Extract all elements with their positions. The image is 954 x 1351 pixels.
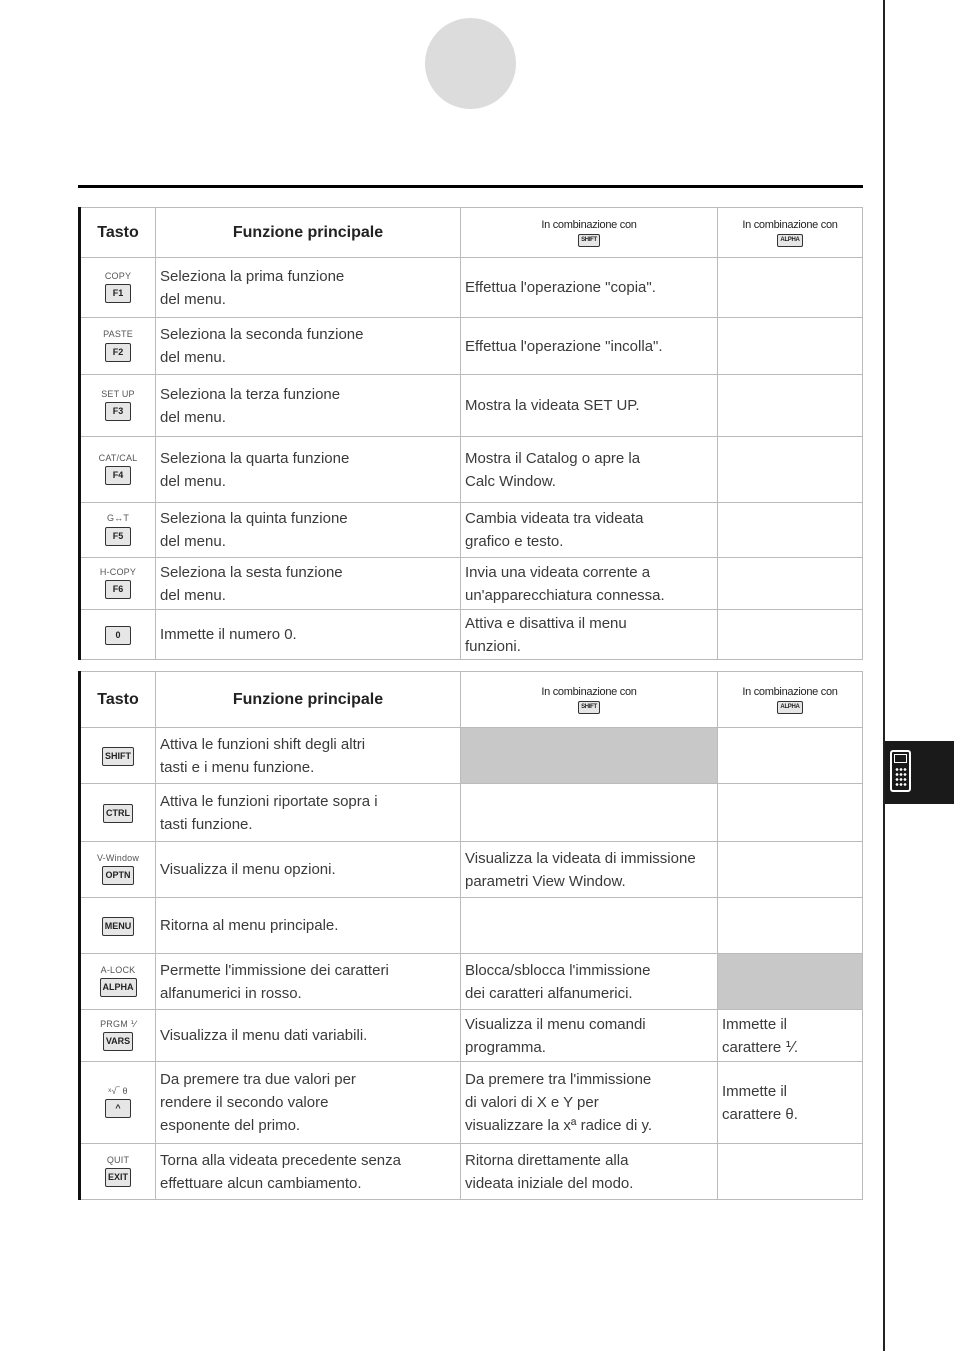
header-alpha-combo: In combinazione con ALPHA: [718, 208, 863, 258]
key-cell: [80, 558, 156, 610]
shift-combo-cell: Invia una videata corrente a un'apparecchiatura connessa.: [461, 558, 718, 610]
alpha-combo-cell: [718, 898, 863, 954]
shift-combo-cell: [461, 898, 718, 954]
key-cap-icon: F1: [105, 284, 131, 303]
function-cell: Seleziona la sesta funzione del menu.: [156, 558, 461, 610]
table-header-row: [80, 672, 863, 728]
table-row: [80, 1010, 863, 1062]
alpha-combo-cell: [718, 258, 863, 318]
alpha-combo-cell: [718, 318, 863, 375]
key-cap-icon: EXIT: [105, 1168, 131, 1187]
header-shift-combo: In combinazione con SHIFT: [461, 208, 718, 258]
shift-label: QUIT: [106, 1154, 130, 1165]
function-cell: Visualizza il menu dati variabili.: [156, 1010, 461, 1062]
table-row: [80, 898, 863, 954]
table-row: [80, 558, 863, 610]
table-row: [80, 728, 863, 784]
alpha-combo-cell: [718, 842, 863, 898]
table-row: [80, 437, 863, 503]
key-cap-icon: F2: [105, 343, 131, 362]
calculator-icon: [890, 750, 911, 792]
key-cap-icon: 0: [105, 626, 131, 645]
key-cell: [80, 784, 156, 842]
key-cell: [80, 898, 156, 954]
table-row: [80, 1062, 863, 1144]
key-cap-icon: F6: [105, 580, 131, 599]
shift-key-icon: SHIFT: [578, 701, 600, 714]
shift-label: A-LOCK: [100, 964, 136, 975]
key-cap-icon: ALPHA: [100, 978, 137, 997]
shift-combo-cell: Mostra la videata SET UP.: [461, 375, 718, 437]
key-function-table-1: [78, 207, 863, 660]
margin-rule: [883, 0, 885, 1351]
key-cell: [80, 1144, 156, 1200]
shift-label: CAT/CAL: [98, 452, 138, 463]
shift-label: H-COPY: [99, 566, 137, 577]
alpha-key-icon: ALPHA: [777, 701, 802, 714]
shift-combo-cell: Attiva e disattiva il menu funzioni.: [461, 610, 718, 660]
header-key: Tasto: [80, 672, 156, 728]
table-row: [80, 954, 863, 1010]
key-cell: [80, 610, 156, 660]
shift-combo-cell: Visualizza la videata di immissione parametri View Window.: [461, 842, 718, 898]
shift-combo-cell: Effettua l'operazione "copia".: [461, 258, 718, 318]
header-rule: [78, 185, 863, 188]
shift-label: G↔T: [106, 513, 130, 523]
table-row: [80, 784, 863, 842]
function-cell: Ritorna al menu principale.: [156, 898, 461, 954]
shift-combo-cell: [461, 728, 718, 784]
key-function-table-2: [78, 671, 863, 1200]
shift-label: PRGM ⅟: [100, 1018, 136, 1029]
key-cap-icon: F3: [105, 402, 131, 421]
shift-label: ˣ√‾ θ: [108, 1085, 128, 1096]
alpha-combo-cell: [718, 503, 863, 558]
shift-label: SET UP: [101, 388, 135, 399]
table-header-row: [80, 208, 863, 258]
function-cell: Seleziona la quarta funzione del menu.: [156, 437, 461, 503]
header-shift-combo: In combinazione con SHIFT: [461, 672, 718, 728]
table-row: [80, 503, 863, 558]
alpha-combo-cell: [718, 728, 863, 784]
alpha-combo-cell: [718, 1144, 863, 1200]
key-cap-icon: F4: [105, 466, 131, 485]
key-cell: [80, 954, 156, 1010]
alpha-combo-cell: [718, 954, 863, 1010]
key-cap-icon: F5: [105, 527, 131, 546]
alpha-combo-cell: [718, 784, 863, 842]
shift-combo-cell: Cambia videata tra videata grafico e testo.: [461, 503, 718, 558]
function-cell: Attiva le funzioni riportate sopra i tasti funzione.: [156, 784, 461, 842]
alpha-combo-cell: [718, 437, 863, 503]
key-cell: [80, 437, 156, 503]
function-cell: Visualizza il menu opzioni.: [156, 842, 461, 898]
function-cell: Seleziona la terza funzione del menu.: [156, 375, 461, 437]
table-row: [80, 1144, 863, 1200]
alpha-combo-cell: Immette il carattere ⅟.: [718, 1010, 863, 1062]
header-function: Funzione principale: [156, 208, 461, 258]
key-cap-icon: CTRL: [103, 804, 133, 823]
shift-combo-cell: Ritorna direttamente alla videata iniziale del modo.: [461, 1144, 718, 1200]
key-cell: [80, 375, 156, 437]
key-cell: [80, 1062, 156, 1144]
key-cap-icon: ^: [105, 1099, 131, 1118]
key-cell: [80, 1010, 156, 1062]
alpha-key-icon: ALPHA: [777, 234, 802, 247]
header-key: Tasto: [80, 208, 156, 258]
alpha-combo-cell: [718, 610, 863, 660]
shift-combo-cell: Mostra il Catalog o apre la Calc Window.: [461, 437, 718, 503]
function-cell: Seleziona la seconda funzione del menu.: [156, 318, 461, 375]
shift-label: PASTE: [103, 329, 133, 339]
shift-combo-cell: Effettua l'operazione "incolla".: [461, 318, 718, 375]
key-cap-icon: SHIFT: [102, 747, 134, 766]
function-cell: Seleziona la prima funzione del menu.: [156, 258, 461, 318]
function-cell: Seleziona la quinta funzione del menu.: [156, 503, 461, 558]
key-cap-icon: OPTN: [102, 866, 133, 885]
function-cell: Attiva le funzioni shift degli altri tasti e i menu funzione.: [156, 728, 461, 784]
shift-combo-cell: Visualizza il menu comandi programma.: [461, 1010, 718, 1062]
function-cell: Permette l'immissione dei caratteri alfanumerici in rosso.: [156, 954, 461, 1010]
header-function: Funzione principale: [156, 672, 461, 728]
shift-combo-cell: Da premere tra l'immissione di valori di X e Y per visualizzare la xª radice di y.: [461, 1062, 718, 1144]
key-cell: [80, 318, 156, 375]
table-row: [80, 610, 863, 660]
function-cell: Torna alla videata precedente senza effettuare alcun cambiamento.: [156, 1144, 461, 1200]
shift-label: V-Window: [96, 852, 140, 863]
key-cell: [80, 503, 156, 558]
table-row: [80, 258, 863, 318]
shift-combo-cell: [461, 784, 718, 842]
function-cell: Da premere tra due valori per rendere il secondo valore esponente del primo.: [156, 1062, 461, 1144]
key-cap-icon: VARS: [103, 1032, 133, 1051]
key-cell: [80, 728, 156, 784]
alpha-combo-cell: Immette il carattere θ.: [718, 1062, 863, 1144]
key-cell: [80, 842, 156, 898]
shift-combo-cell: Blocca/sblocca l'immissione dei caratteri alfanumerici.: [461, 954, 718, 1010]
table-row: [80, 318, 863, 375]
table-row: [80, 375, 863, 437]
page-number-circle: [425, 18, 516, 109]
key-cap-icon: MENU: [102, 917, 135, 936]
table-row: [80, 842, 863, 898]
function-cell: Immette il numero 0.: [156, 610, 461, 660]
alpha-combo-cell: [718, 558, 863, 610]
alpha-combo-cell: [718, 375, 863, 437]
header-alpha-combo: In combinazione con ALPHA: [718, 672, 863, 728]
shift-key-icon: SHIFT: [578, 234, 600, 247]
key-cell: [80, 258, 156, 318]
shift-label: COPY: [104, 270, 132, 281]
